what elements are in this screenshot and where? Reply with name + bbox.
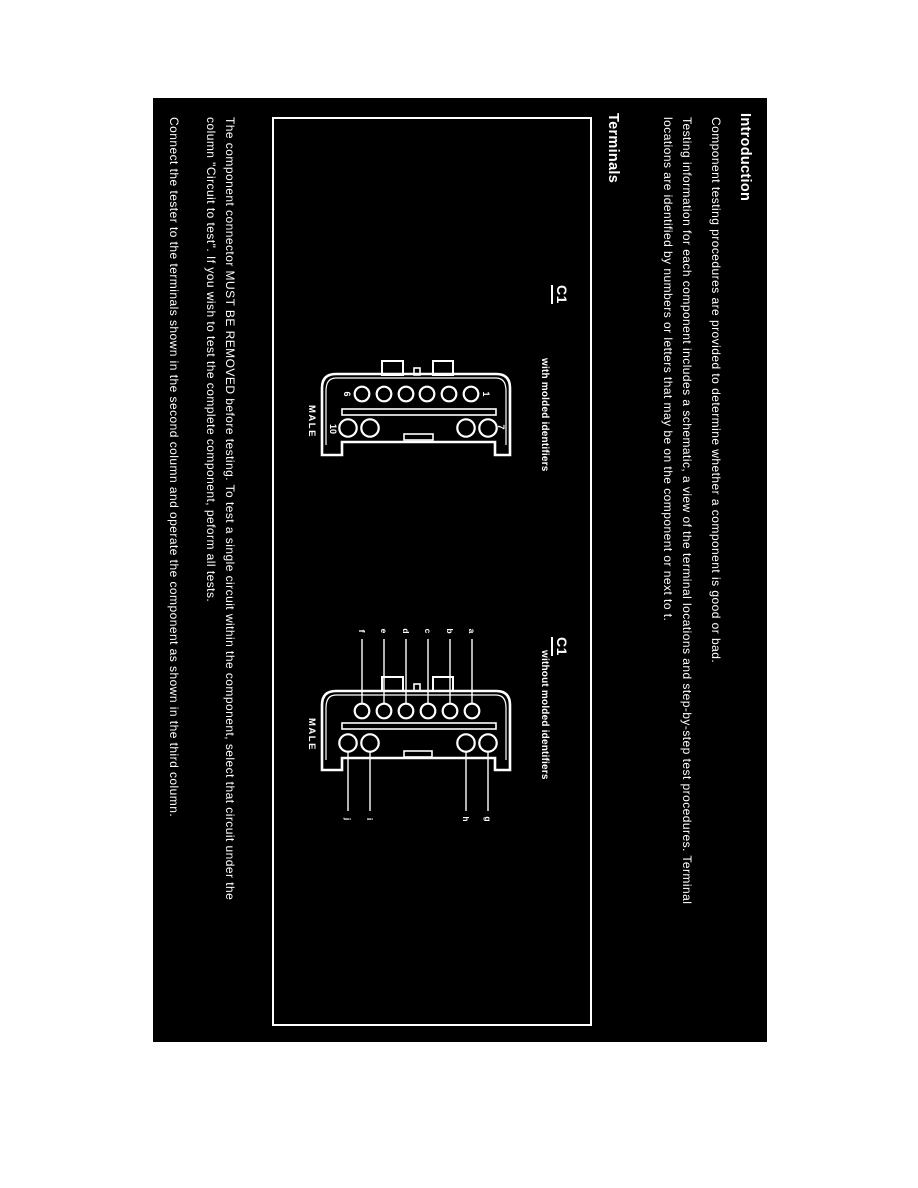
connector2-pin-d [399,704,414,719]
connector1-pin-9 [361,419,378,436]
connector2-bottom-pin-row [339,734,496,751]
connector2-pin-g [479,734,496,751]
connector2-top-pin-row [355,704,480,719]
connector2-label-g: g [483,816,493,822]
connector2-label-a: a [467,628,477,634]
connector2-pin-b [443,704,458,719]
connector1-pin-label-10: 10 [328,423,338,435]
connector1-pin-label-7: 7 [496,424,506,430]
connector2-label-e: e [379,628,389,634]
connector1-subtitle: with molded identifiers [539,358,550,472]
terminals-figure-frame [272,117,592,1026]
connector2-bottom-notch [404,751,432,757]
connector1-pin-10 [339,419,356,436]
connector2-label-i: i [365,817,375,821]
connector1-pin-label-6: 6 [342,391,352,397]
connector2-bottom-leader-lines [348,752,488,811]
intro-paragraph: Component testing procedures are provided to determine whether a component is good or bad. [709,117,723,664]
connector2-label-c: c [423,628,433,634]
removed-paragraph-line-2: column "Circuit to test". If you wish to test the complete component, peform all tests. [204,117,218,603]
connector2-diagram [293,618,523,832]
connector2-pin-i [361,734,378,751]
connector2-label-f: f [357,629,367,633]
connector2-label-h: h [461,816,471,822]
connector1-pin-label-1: 1 [481,391,491,397]
connector1-pin-1 [464,387,479,402]
connector1-pin-7 [479,419,496,436]
testing-paragraph-line-1: Testing information for each component includes a schematic, a view of the terminal locations and step-by-step test procedures. Terminal [680,117,694,905]
connector2-top-labels [357,628,477,633]
connector2-subtitle: without molded identifiers [539,650,550,780]
connector2-top-leader-lines [362,639,472,703]
connector1-pin-5 [377,387,392,402]
connector2-pin-e [377,704,392,719]
connector2-label-j: j [343,817,353,821]
connector1-gender-label: MALE [306,405,317,438]
removed-paragraph-line-1: The component connector MUST BE REMOVED before testing. To test a single circuit within the component, select that circuit under the [223,117,237,901]
connector1-pin-4 [399,387,414,402]
connector1-pin-6 [355,387,370,402]
connector1-pin-8 [457,419,474,436]
connector1-bottom-notch [404,434,433,440]
connector1-title: C1 [551,285,570,304]
connector2-pin-f [355,704,370,719]
connector1-key-slot [342,409,496,415]
connector1-pin-3 [420,387,435,402]
testing-paragraph-line-2: locations are identified by numbers or letters that may be on the component or next to t. [661,117,675,622]
connector1-diagram [293,355,523,465]
connector2-pin-h [457,734,474,751]
connector2-key-slot [342,723,496,729]
connector2-gender-label: MALE [306,718,317,751]
connector2-pin-a [465,704,480,719]
intro-heading: Introduction [737,113,753,202]
connector2-label-b: b [445,628,455,634]
connector2-label-d: d [401,628,411,634]
connector2-bottom-labels [343,816,493,821]
connector2-pin-j [339,734,356,751]
connector2-body-outline [322,691,510,770]
connector2-pin-c [421,704,436,719]
connect-paragraph: Connect the tester to the terminals shown in the second column and operate the component as shown in the third column. [167,117,181,818]
connector2-tab-left [382,677,403,691]
connector1-pin-2 [442,387,457,402]
connector1-top-pin-row [355,387,479,402]
connector2-title: C1 [551,637,570,656]
terminals-heading: Terminals [605,113,621,184]
